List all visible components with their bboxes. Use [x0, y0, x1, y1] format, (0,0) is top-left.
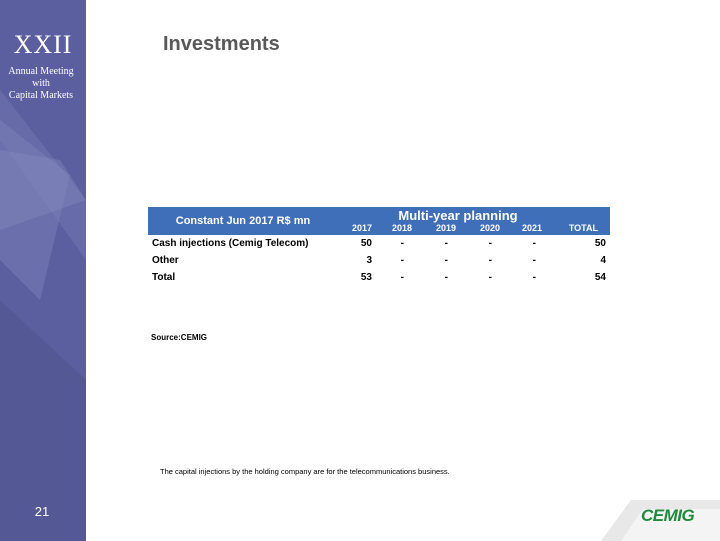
units-header: Constant Jun 2017 R$ mn — [175, 215, 311, 227]
meeting-line: Capital Markets — [8, 90, 74, 101]
cell-value: - — [532, 255, 536, 266]
cell-value: - — [488, 255, 492, 266]
cell-value: - — [444, 272, 448, 283]
table-row — [148, 253, 610, 270]
meeting-number: XXII — [13, 30, 73, 59]
cell-total: 4 — [600, 255, 606, 266]
meeting-line: with — [32, 78, 50, 89]
page-title: Investments — [163, 33, 280, 55]
year-header: 2020 — [479, 223, 500, 233]
table-row — [148, 270, 610, 287]
row-label: Total — [152, 272, 176, 283]
cell-value: - — [400, 272, 404, 283]
cell-value: 50 — [360, 238, 372, 249]
meeting-title — [0, 66, 82, 102]
year-header: 2018 — [391, 223, 412, 233]
cell-total: 50 — [594, 238, 606, 249]
cell-value: - — [444, 238, 448, 249]
cell-value: - — [444, 255, 448, 266]
total-header: TOTAL — [568, 223, 598, 233]
year-header: 2021 — [521, 223, 542, 233]
table-header — [148, 207, 610, 235]
year-header: 2019 — [435, 223, 456, 233]
source-note: Source:CEMIG — [151, 333, 208, 342]
row-label: Cash injections (Cemig Telecom) — [152, 238, 309, 249]
cell-value: - — [400, 255, 404, 266]
cell-value: - — [532, 272, 536, 283]
sidebar — [0, 0, 86, 541]
cell-value: 3 — [366, 255, 372, 266]
meeting-line: Annual Meeting — [8, 66, 74, 77]
cell-value: - — [400, 238, 404, 249]
group-header: Multi-year planning — [398, 208, 518, 223]
cemig-logo: CEMIG — [641, 506, 695, 525]
cell-value: - — [488, 272, 492, 283]
footnote: The capital injections by the holding company are for the telecommunications business. — [160, 467, 450, 476]
slide-number: 21 — [34, 504, 50, 519]
cell-value: - — [488, 238, 492, 249]
cell-value: 53 — [360, 272, 372, 283]
investments-table — [148, 207, 610, 287]
year-header: 2017 — [351, 223, 372, 233]
cell-total: 54 — [594, 272, 606, 283]
row-label: Other — [152, 255, 179, 266]
table-row — [148, 236, 610, 253]
cell-value: - — [532, 238, 536, 249]
